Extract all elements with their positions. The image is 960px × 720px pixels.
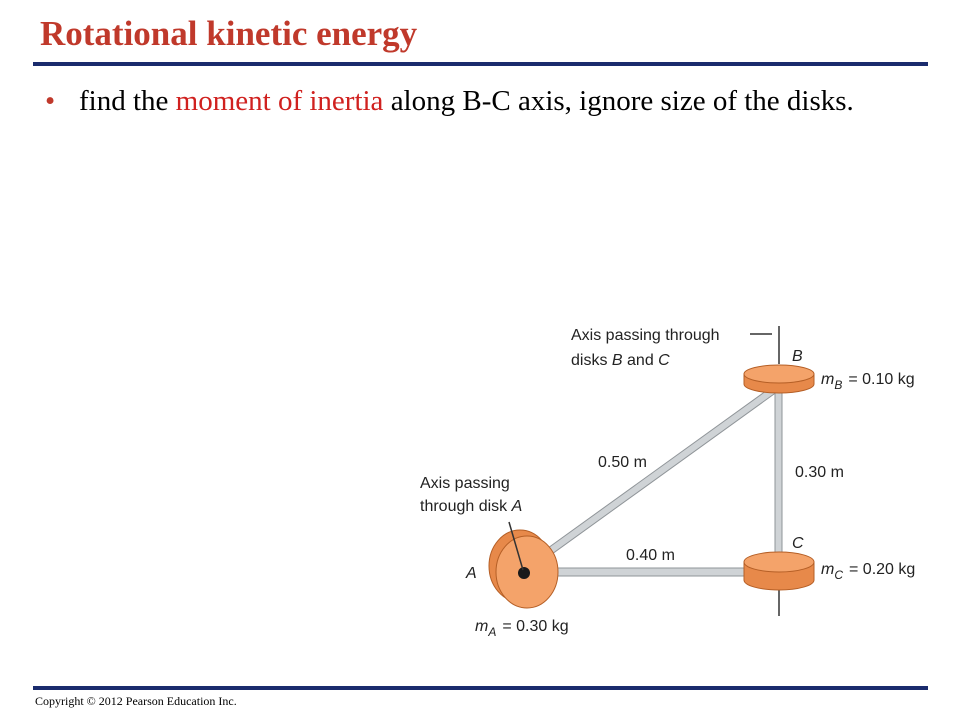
mass-c bbox=[821, 561, 915, 582]
mass-b bbox=[821, 371, 915, 392]
distance-ac: 0.40 m bbox=[626, 547, 675, 564]
disk-c bbox=[744, 552, 814, 590]
rod-bc bbox=[775, 388, 782, 556]
mass-c-symbol: m bbox=[821, 561, 835, 578]
mass-b-value: = 0.10 kg bbox=[848, 371, 915, 388]
axis-label-letter: C bbox=[658, 352, 670, 369]
bullet-text-after: along B-C axis, ignore size of the disks. bbox=[383, 85, 854, 117]
mass-c-value: = 0.20 kg bbox=[849, 561, 916, 578]
label-a: A bbox=[466, 565, 477, 582]
axis-a-point bbox=[518, 567, 530, 579]
copyright-text: Copyright © 2012 Pearson Education Inc. bbox=[35, 694, 237, 708]
slide-title: Rotational kinetic energy bbox=[40, 14, 418, 53]
axis-a-label-line2 bbox=[420, 498, 522, 515]
label-b: B bbox=[792, 348, 803, 365]
mass-a-symbol: m bbox=[475, 618, 489, 635]
distance-ab: 0.50 m bbox=[598, 454, 647, 471]
axis-bc-label-line2 bbox=[571, 352, 670, 369]
rod-ab bbox=[548, 383, 781, 554]
mass-a-sub: A bbox=[488, 625, 497, 639]
axis-label-letter: A bbox=[511, 498, 523, 515]
mass-c-sub: C bbox=[834, 568, 843, 582]
axis-label-text: through disk bbox=[420, 498, 512, 515]
bullet-marker: • bbox=[45, 85, 56, 117]
mass-b-sub: B bbox=[834, 378, 843, 392]
label-c: C bbox=[792, 535, 804, 552]
footer-divider bbox=[33, 686, 928, 690]
bullet-highlight: moment of inertia bbox=[175, 85, 384, 117]
mass-a bbox=[475, 618, 569, 639]
axis-label-letter: B bbox=[611, 352, 623, 369]
rod-ac bbox=[552, 568, 752, 576]
distance-bc: 0.30 m bbox=[795, 464, 844, 481]
bullet-text-before: find the bbox=[79, 85, 176, 117]
disk-b bbox=[744, 365, 814, 393]
axis-label-text: and bbox=[622, 352, 659, 369]
axis-bc-label-line1: Axis passing through bbox=[571, 327, 720, 344]
mass-a-value: = 0.30 kg bbox=[502, 618, 569, 635]
axis-label-text: disks bbox=[571, 352, 612, 369]
disk-a bbox=[489, 522, 558, 608]
axis-a-label-line1: Axis passing bbox=[420, 475, 510, 492]
mass-b-symbol: m bbox=[821, 371, 835, 388]
